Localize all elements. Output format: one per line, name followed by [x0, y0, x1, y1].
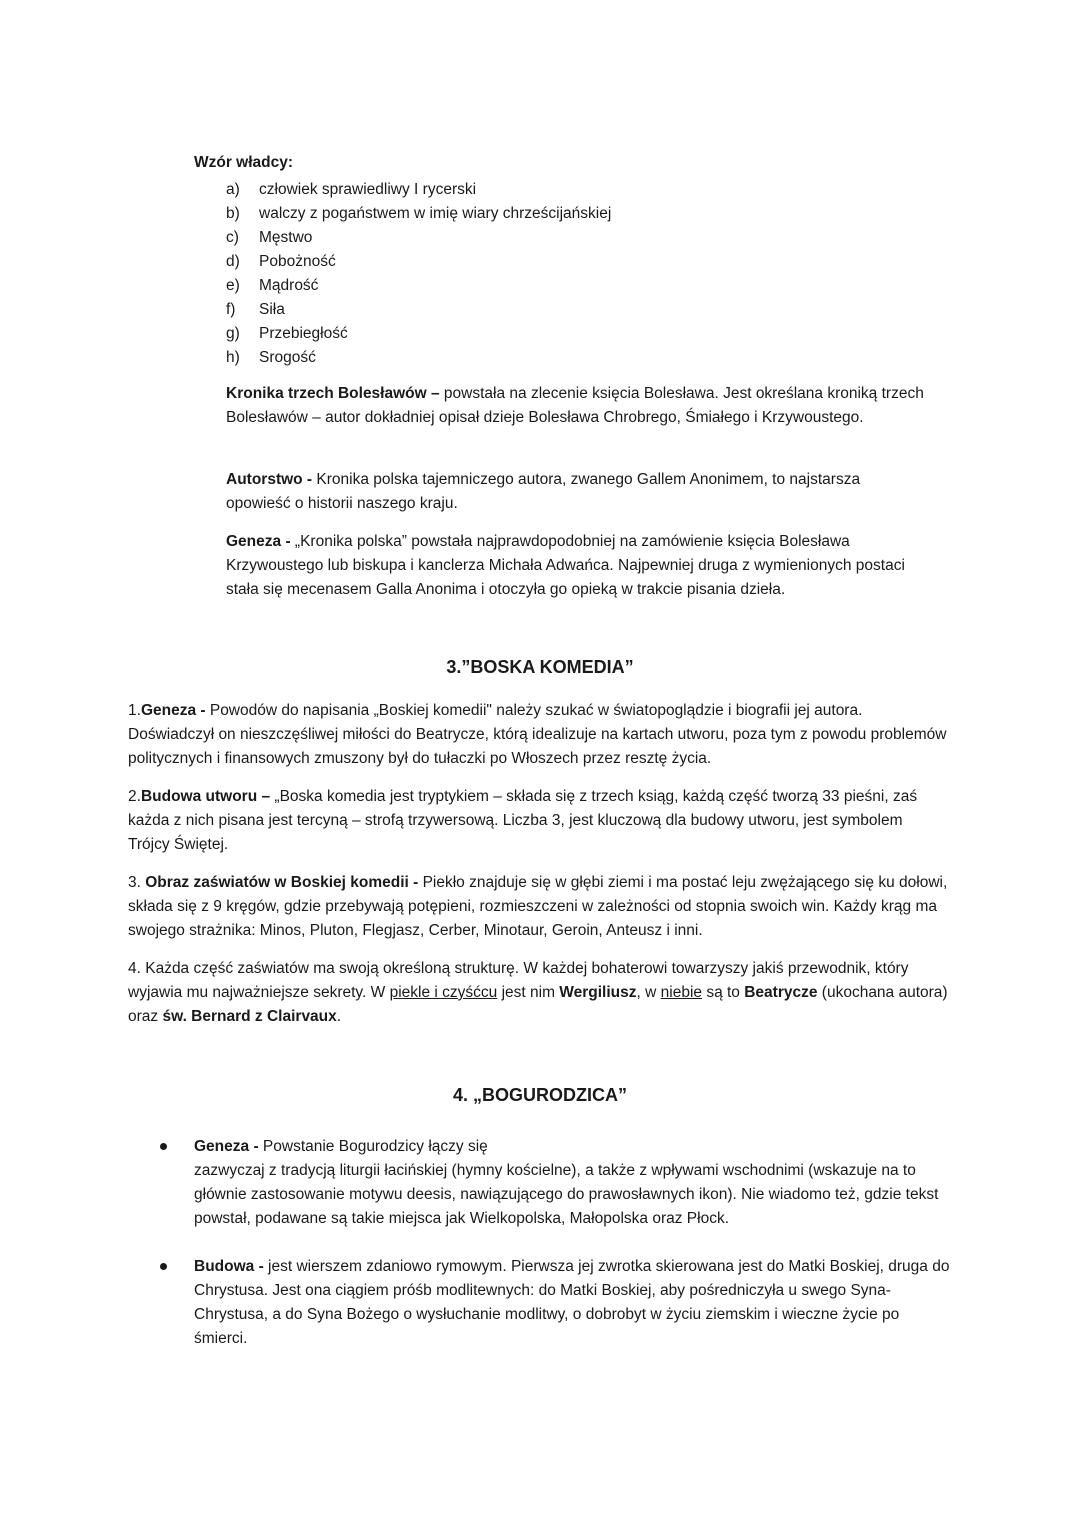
- ruler-model-title: Wzór władcy:: [194, 154, 294, 171]
- list-item: c) Męstwo: [226, 229, 313, 246]
- boska-zaswiaty-term: Obraz zaświatów w Boskiej komedii -: [145, 874, 419, 891]
- kronika-geneza-paragraph: Geneza - „Kronika polska” powstała najprawdopodobniej na zamówienie księcia Bolesława Krzywoustego lub biskupa i kanclerza Michała Adwańca. Najpewniej druga z wymienionych postaci stała się mecenasem Galla Anonima i otoczyła go opieką w trakcie pisania dzieła.: [226, 533, 905, 598]
- kronika-trzech-term: Kronika trzech Bolesławów –: [226, 385, 440, 402]
- list-item: d) Pobożność: [226, 253, 336, 270]
- list-item: g) Przebiegłość: [226, 325, 348, 342]
- ruler-traits-list: [226, 178, 611, 370]
- list-item: f) Siła: [226, 301, 285, 318]
- list-item: h) Srogość: [226, 349, 316, 366]
- autorstwo-paragraph: Autorstwo - Kronika polska tajemniczego autora, zwanego Gallem Anonimem, to najstarsza opowieść o historii naszego kraju.: [226, 471, 861, 512]
- boska-struktura-paragraph: 4. Każda część zaświatów ma swoją określoną strukturę. W każdej bohaterowi towarzyszy jakiś przewodnik, który wyjawia mu najważniejsze sekrety. W piekle i czyśćcu jest nim Wergiliusz, w niebie są to Beatrycze (ukochana autora) oraz św. Bernard z Clairvaux.: [128, 960, 948, 1025]
- bogurodzica-geneza-line1: Geneza - Powstanie Bogurodzicy łączy się: [194, 1138, 488, 1155]
- boska-budowa-paragraph: 2.Budowa utworu – „Boska komedia jest tryptykiem – składa się z trzech ksiąg, każdą część tworzą 33 pieśni, zaś każda z nich pisana jest tercyną – strofą trzywersową. Liczba 3, jest kluczową dla budowy utworu, jest symbolem Trójcy Świętej.: [128, 788, 918, 853]
- list-item: e) Mądrość: [226, 277, 319, 294]
- bogurodzica-geneza-rest: zazwyczaj z tradycją liturgii łacińskiej (hymny kościelne), a także z wpływami wschodnimi (wskazuje na to głównie zastosowanie motywu deesis, nawiązującego do prawosławnych ikon). Nie wiadomo też, gdzie tekst powstał, podawane są takie miejsca jak Wielkopolska, Małopolska oraz Płock.: [194, 1162, 939, 1227]
- kronika-trzech-paragraph: Kronika trzech Bolesławów – powstała na zlecenie księcia Bolesława. Jest określana kroniką trzech Bolesławów – autor dokładniej opisał dzieje Bolesława Chrobrego, Śmiałego i Krzywoustego.: [226, 385, 924, 426]
- boska-geneza-term: Geneza -: [140, 702, 206, 719]
- bogurodzica-heading: 4. „BOGURODZICA”: [452, 1085, 627, 1105]
- bullet-icon: [160, 1143, 167, 1150]
- boska-geneza-paragraph: 1.Geneza - Powodów do napisania „Boskiej komedii" należy szukać w światopoglądzie i biografii jej autora. Doświadczył on nieszczęśliwej miłości do Beatrycze, którą idealizuje na kartach utworu, poza tym z powodu problemów politycznych i finansowych zmuszony był do tułaczki po Włoszech przez resztę życia.: [128, 702, 947, 767]
- bogurodzica-geneza-term: Geneza -: [194, 1138, 259, 1155]
- list-item: b) walczy z pogaństwem w imię wiary chrześcijańskiej: [226, 205, 612, 222]
- bogurodzica-budowa-term: Budowa -: [194, 1258, 264, 1275]
- bullet-icon: [160, 1263, 167, 1270]
- boska-zaswiaty-paragraph: 3. Obraz zaświatów w Boskiej komedii - Piekło znajduje się w głębi ziemi i ma postać leju zwężającego się ku dołowi, składa się z 9 kręgów, gdzie przebywają potępieni, rozmieszczeni w zależności od stopnia swoich win. Każdy krąg ma swojego strażnika: Minos, Pluton, Flegjasz, Cerber, Minotaur, Geroin, Anteusz i inni.: [128, 874, 948, 939]
- bogurodzica-budowa-item: Budowa - jest wierszem zdaniowo rymowym. Pierwsza jej zwrotka skierowana jest do Matki Boskiej, druga do Chrystusa. Jest ona ciągiem próśb modlitewnych: do Matki Boskiej, aby pośredniczyła u swego Syna-Chrystusa, a do Syna Bożego o wysłuchanie modlitwy, o dobrobyt w życiu ziemskim i wieczne życie po śmierci.: [194, 1258, 950, 1347]
- boska-budowa-term: Budowa utworu –: [140, 788, 271, 805]
- kronika-geneza-term: Geneza -: [226, 533, 291, 550]
- boska-komedia-heading: 3.”BOSKA KOMEDIA”: [446, 657, 634, 677]
- autorstwo-term: Autorstwo -: [226, 471, 313, 488]
- list-item: a) człowiek sprawiedliwy I rycerski: [226, 181, 477, 198]
- bogurodzica-geneza-item: [194, 1135, 954, 1231]
